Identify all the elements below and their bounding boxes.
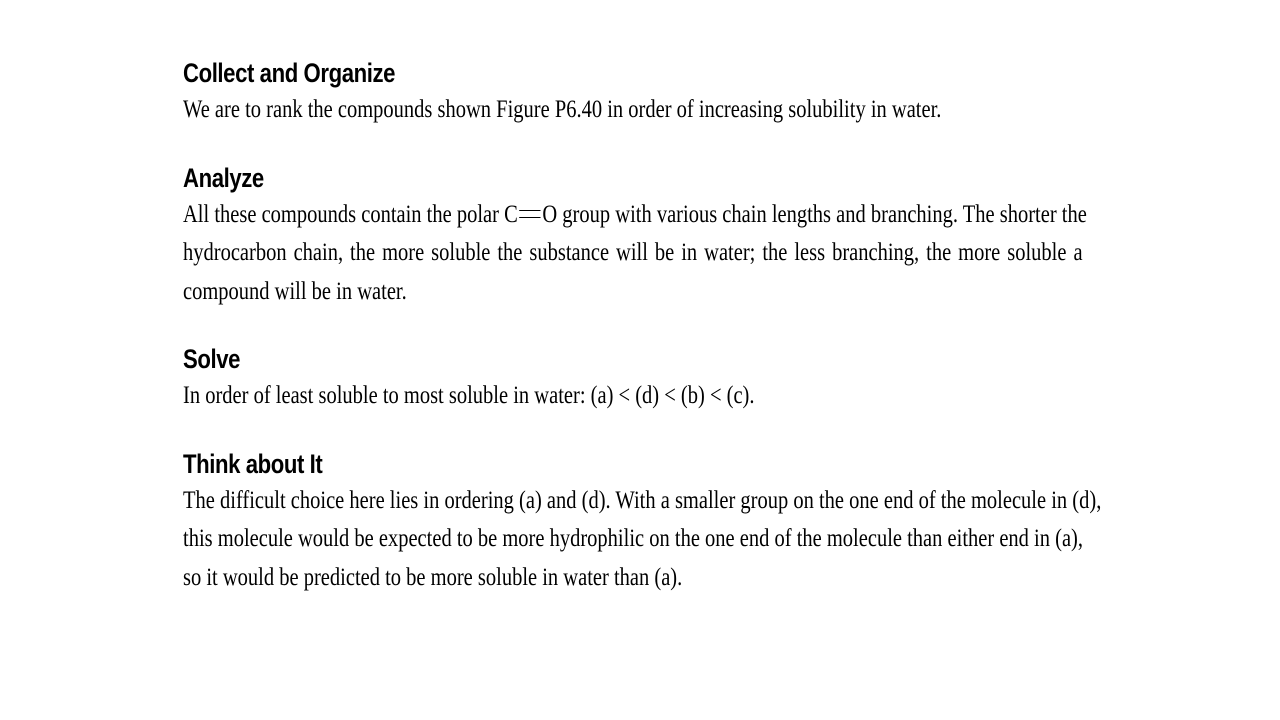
think-line-2: this molecule would be expected to be more hydrophilic on the one end of the molecule than either end in (a), <box>183 525 1084 552</box>
heading-think-about-it: Think about It <box>183 448 323 479</box>
double-bond-icon <box>519 210 540 218</box>
solve-body <box>183 377 1083 416</box>
analyze-line-3: compound will be in water. <box>183 277 407 305</box>
section-analyze <box>183 160 1087 312</box>
collect-body <box>183 91 1083 130</box>
section-think-about-it <box>183 446 1102 598</box>
collect-line-1: We are to rank the compounds shown Figure P6.40 in order of increasing solubility in water. <box>183 96 942 123</box>
heading-solve: Solve <box>183 344 241 374</box>
think-body <box>183 482 1102 598</box>
section-solve <box>183 341 1083 416</box>
analyze-line-1-post: O group with various chain lengths and branching. The shorter the <box>542 200 1087 228</box>
think-line-1: The difficult choice here lies in ordering (a) and (d). With a smaller group on the one end of the molecule in (d), <box>183 486 1102 514</box>
analyze-line-1 <box>183 196 1087 235</box>
analyze-line-1-pre: All these compounds contain the polar C <box>183 200 518 228</box>
heading-analyze: Analyze <box>183 162 264 193</box>
section-collect-and-organize <box>183 55 1083 130</box>
analyze-body <box>183 196 1087 312</box>
think-line-3: so it would be predicted to be more soluble in water than (a). <box>183 563 683 591</box>
heading-collect-and-organize: Collect and Organize <box>183 58 396 88</box>
solution-content <box>183 55 1102 597</box>
solve-line-1: In order of least soluble to most soluble in water: (a) < (d) < (b) < (c). <box>183 382 755 409</box>
analyze-line-2: hydrocarbon chain, the more soluble the substance will be in water; the less branching, the more soluble a <box>183 239 1083 266</box>
